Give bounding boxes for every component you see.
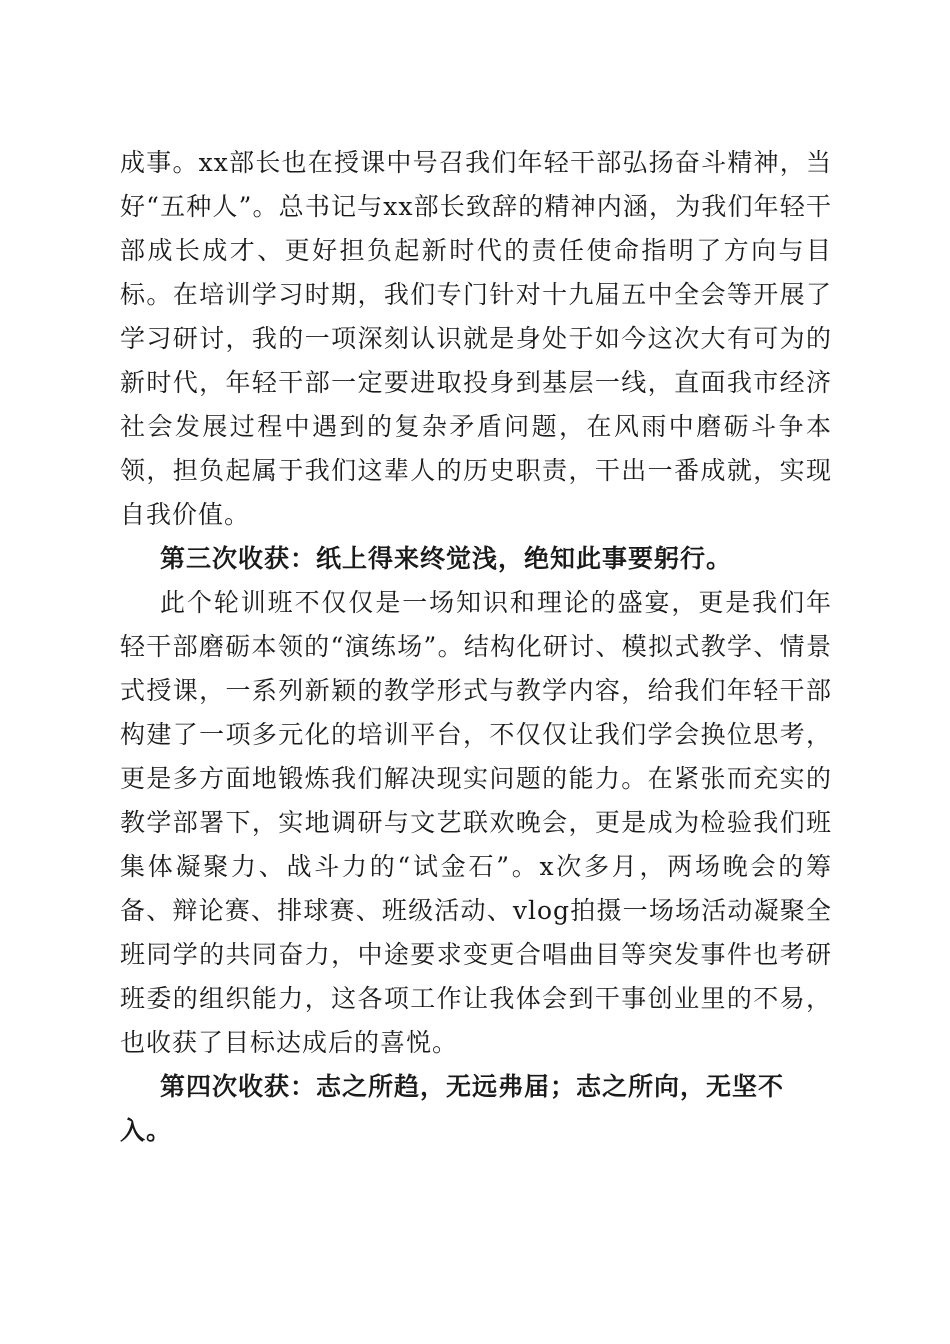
section-heading-fourth-gain: 第四次收获：志之所趋，无远弗届；志之所向，无坚不入。	[120, 1072, 785, 1145]
document-body	[120, 141, 832, 1153]
paragraph-training-class: 此个轮训班不仅仅是一场知识和理论的盛宴，更是我们年轻干部磨砺本领的“演练场”。结构化研讨、模拟式教学、情景式授课，一系列新颖的教学形式与教学内容，给我们年轻干部构建了一项多元化的培训平台，不仅仅让我们学会换位思考，更是多方面地锻炼我们解决现实问题的能力。在紧张而充实的教学部署下，实地调研与文艺联欢晚会，更是成为检验我们班集体凝聚力、战斗力的“试金石”。x次多月，两场晚会的筹备、辩论赛、排球赛、班级活动、vlog拍摄一场场活动凝聚全班同学的共同奋力，中途要求变更合唱曲目等突发事件也考研班委的组织能力，这各项工作让我体会到干事创业里的不易，也收获了目标达成后的喜悦。	[120, 588, 832, 1057]
paragraph-continuation: 成事。xx部长也在授课中号召我们年轻干部弘扬奋斗精神，当好“五种人”。总书记与xx部长致辞的精神内涵，为我们年轻干部成长成才、更好担负起新时代的责任使命指明了方向与目标。在培训学习时期，我们专门针对十九届五中全会等开展了学习研讨，我的一项深刻认识就是身处于如今这次大有可为的新时代，年轻干部一定要进取投身到基层一线，直面我市经济社会发展过程中遇到的复杂矛盾问题，在风雨中磨砺斗争本领，担负起属于我们这辈人的历史职责，干出一番成就，实现自我价值。	[120, 148, 832, 529]
section-heading-third-gain: 第三次收获：纸上得来终觉浅，绝知此事要躬行。	[160, 544, 733, 573]
